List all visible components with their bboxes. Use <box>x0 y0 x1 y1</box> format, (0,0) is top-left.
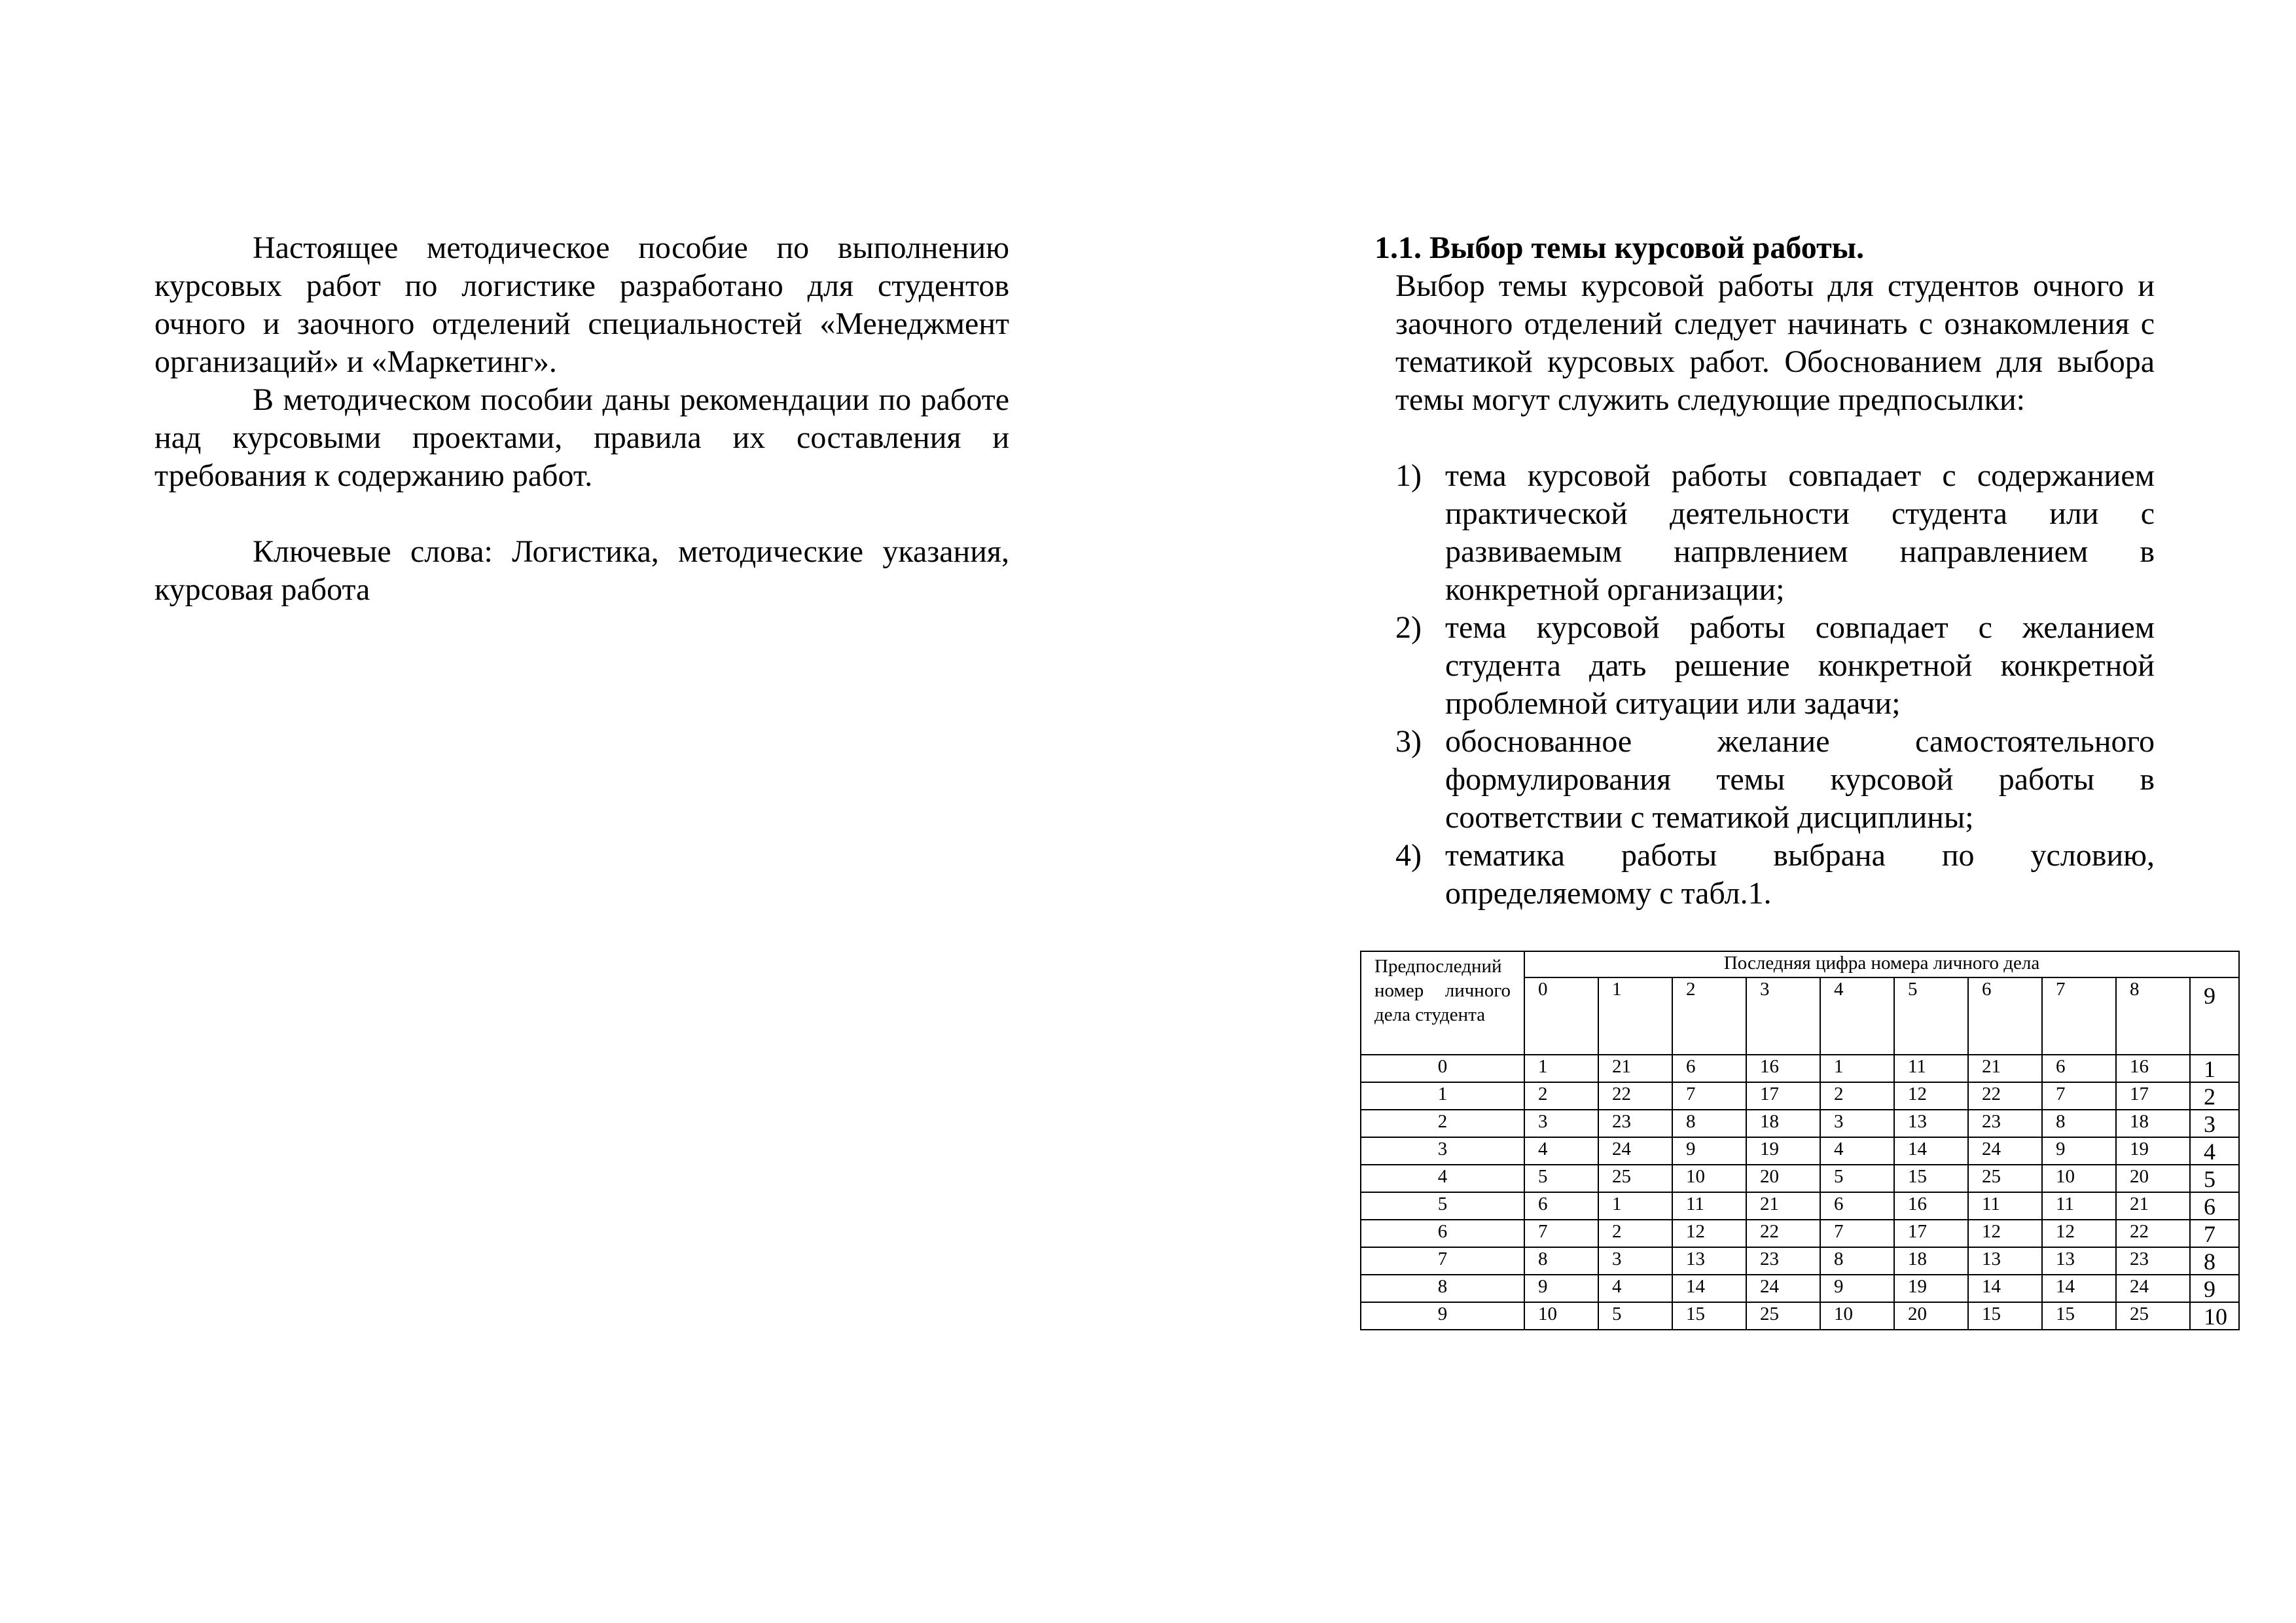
table-row <box>1361 1082 2239 1110</box>
intro-paragraph: Выбор темы курсовой работы для студентов очного и заочного отделений следует начинать с ознакомления с тематикой курсовых работ. Обоснованием для выбора темы могут служить следующие предпосылки: <box>1395 268 2155 417</box>
list-item-text: тематика работы выбрана по условию, определяемому с табл.1. <box>1445 838 2155 911</box>
table-cell: 3 <box>1598 1247 1672 1275</box>
row-label: 0 <box>1361 1055 1524 1082</box>
table-cell: 23 <box>1598 1110 1672 1137</box>
list-item-text: обоснованное желание самостоятельного формулирования темы курсовой работы в соответствии с тематикой дисциплины; <box>1445 724 2155 835</box>
table-cell: 1 <box>2190 1055 2239 1082</box>
table-cell: 10 <box>1672 1165 1746 1192</box>
table-cell: 15 <box>1968 1302 2042 1330</box>
table-cell: 12 <box>1894 1082 1968 1110</box>
table-cell: 5 <box>1524 1165 1598 1192</box>
table-cell: 2 <box>1524 1082 1598 1110</box>
row-label: 8 <box>1361 1275 1524 1302</box>
table-row <box>1361 1165 2239 1192</box>
list-item <box>1395 609 2155 723</box>
table-cell: 12 <box>1672 1220 1746 1247</box>
paragraph-keywords: Ключевые слова: Логистика, методические указания, курсовая работа <box>154 534 1009 607</box>
table-cell: 1 <box>1820 1055 1894 1082</box>
table-cell: 11 <box>1968 1192 2042 1220</box>
table-cell: 18 <box>1746 1110 1820 1137</box>
row-label: 6 <box>1361 1220 1524 1247</box>
table-cell: 13 <box>1968 1247 2042 1275</box>
table-cell: 5 <box>2190 1165 2239 1192</box>
table-cell: 7 <box>1820 1220 1894 1247</box>
table-cell: 13 <box>2042 1247 2116 1275</box>
column-header: 2 <box>1672 977 1746 1055</box>
list-item-number: 4) <box>1395 838 1422 873</box>
column-header: 4 <box>1820 977 1894 1055</box>
table-cell: 8 <box>2042 1110 2116 1137</box>
table-cell: 24 <box>2116 1275 2190 1302</box>
section-heading: 1.1. Выбор темы курсовой работы. <box>1374 230 1865 265</box>
table-cell: 6 <box>1672 1055 1746 1082</box>
table-cell: 6 <box>2042 1055 2116 1082</box>
list-item-number: 2) <box>1395 610 1422 645</box>
table-cell: 19 <box>1894 1275 1968 1302</box>
table-cell: 15 <box>1894 1165 1968 1192</box>
column-header: 3 <box>1746 977 1820 1055</box>
table-cell: 4 <box>1524 1137 1598 1165</box>
table-cell: 9 <box>1524 1275 1598 1302</box>
table-cell: 17 <box>1894 1220 1968 1247</box>
table-cell: 4 <box>1598 1275 1672 1302</box>
table-cell: 15 <box>1672 1302 1746 1330</box>
table-cell: 21 <box>1598 1055 1672 1082</box>
table-cell: 20 <box>1746 1165 1820 1192</box>
table-cell: 14 <box>1968 1275 2042 1302</box>
table-cell: 16 <box>1894 1192 1968 1220</box>
table-cell: 14 <box>1672 1275 1746 1302</box>
table-row <box>1361 1220 2239 1247</box>
list-item-text: тема курсовой работы совпадает с содержанием практической деятельности студента или с развиваемым напрвлением направлением в конкретной организации; <box>1445 458 2155 607</box>
table-cell: 6 <box>2190 1192 2239 1220</box>
table-cell: 7 <box>1524 1220 1598 1247</box>
table-cell: 7 <box>1672 1082 1746 1110</box>
column-header: 8 <box>2116 977 2190 1055</box>
table-cell: 21 <box>1746 1192 1820 1220</box>
table-cell: 17 <box>1746 1082 1820 1110</box>
table-row <box>1361 1275 2239 1302</box>
row-label: 4 <box>1361 1165 1524 1192</box>
table-cell: 4 <box>2190 1137 2239 1165</box>
row-label: 3 <box>1361 1137 1524 1165</box>
table-cell: 12 <box>1968 1220 2042 1247</box>
table-cell: 25 <box>2116 1302 2190 1330</box>
table-cell: 5 <box>1820 1165 1894 1192</box>
table-cell: 5 <box>1598 1302 1672 1330</box>
list-item-number: 3) <box>1395 724 1422 759</box>
conditions-list <box>1395 457 2155 913</box>
table-cell: 3 <box>1524 1110 1598 1137</box>
table-cell: 22 <box>2116 1220 2190 1247</box>
table-cell: 11 <box>1672 1192 1746 1220</box>
table-row <box>1361 1137 2239 1165</box>
topic-selection-table <box>1360 951 2240 1330</box>
row-label: 5 <box>1361 1192 1524 1220</box>
table-cell: 16 <box>1746 1055 1820 1082</box>
table-cell: 18 <box>1894 1247 1968 1275</box>
table-cell: 12 <box>2042 1220 2116 1247</box>
table-cell: 23 <box>2116 1247 2190 1275</box>
table-cell: 13 <box>1672 1247 1746 1275</box>
table-row <box>1361 1110 2239 1137</box>
table-cell: 22 <box>1598 1082 1672 1110</box>
table-cell: 4 <box>1820 1137 1894 1165</box>
table-cell: 17 <box>2116 1082 2190 1110</box>
table-cell: 25 <box>1746 1302 1820 1330</box>
table-cell: 8 <box>1820 1247 1894 1275</box>
table-cell: 10 <box>1524 1302 1598 1330</box>
table-cell: 23 <box>1746 1247 1820 1275</box>
table-cell: 1 <box>1524 1055 1598 1082</box>
list-item <box>1395 457 2155 609</box>
list-item <box>1395 837 2155 913</box>
table-row <box>1361 1055 2239 1082</box>
paragraph-contents: В методическом пособии даны рекомендации по работе над курсовыми проектами, правила их составления и требования к содержанию работ. <box>154 382 1009 493</box>
row-label: 9 <box>1361 1302 1524 1330</box>
table-cell: 22 <box>1746 1220 1820 1247</box>
top-header: Последняя цифра номера личного дела <box>1524 951 2239 977</box>
table-cell: 8 <box>1672 1110 1746 1137</box>
corner-header: Предпоследний номер личного дела студента <box>1361 951 1524 1055</box>
column-header: 0 <box>1524 977 1598 1055</box>
column-header: 7 <box>2042 977 2116 1055</box>
table-cell: 22 <box>1968 1082 2042 1110</box>
table-header-row <box>1361 951 2239 977</box>
column-header: 6 <box>1968 977 2042 1055</box>
column-header: 1 <box>1598 977 1672 1055</box>
table-cell: 2 <box>2190 1082 2239 1110</box>
table-cell: 8 <box>1524 1247 1598 1275</box>
table-cell: 10 <box>1820 1302 1894 1330</box>
table-cell: 11 <box>1894 1055 1968 1082</box>
table-cell: 3 <box>1820 1110 1894 1137</box>
table-cell: 7 <box>2042 1082 2116 1110</box>
table-cell: 25 <box>1598 1165 1672 1192</box>
table-row <box>1361 1192 2239 1220</box>
table-cell: 20 <box>2116 1165 2190 1192</box>
table-cell: 18 <box>2116 1110 2190 1137</box>
table-cell: 3 <box>2190 1110 2239 1137</box>
left-page-text <box>154 229 1009 609</box>
list-item-text: тема курсовой работы совпадает с желанием студента дать решение конкретной конкретной проблемной ситуации или задачи; <box>1445 610 2155 721</box>
table-cell: 2 <box>1598 1220 1672 1247</box>
table-cell: 9 <box>1820 1275 1894 1302</box>
table-cell: 9 <box>1672 1137 1746 1165</box>
column-header: 5 <box>1894 977 1968 1055</box>
table-cell: 9 <box>2190 1275 2239 1302</box>
table-cell: 16 <box>2116 1055 2190 1082</box>
column-header: 9 <box>2190 977 2239 1055</box>
row-label: 1 <box>1361 1082 1524 1110</box>
table-cell: 1 <box>1598 1192 1672 1220</box>
table-cell: 21 <box>1968 1055 2042 1082</box>
table-cell: 11 <box>2042 1192 2116 1220</box>
table-cell: 25 <box>1968 1165 2042 1192</box>
table-row <box>1361 1247 2239 1275</box>
row-label: 7 <box>1361 1247 1524 1275</box>
table-cell: 14 <box>1894 1137 1968 1165</box>
table-cell: 9 <box>2042 1137 2116 1165</box>
table-row <box>1361 1302 2239 1330</box>
table-cell: 14 <box>2042 1275 2116 1302</box>
table-cell: 23 <box>1968 1110 2042 1137</box>
table-cell: 2 <box>1820 1082 1894 1110</box>
table-cell: 19 <box>1746 1137 1820 1165</box>
table-cell: 24 <box>1968 1137 2042 1165</box>
table-cell: 7 <box>2190 1220 2239 1247</box>
table-cell: 13 <box>1894 1110 1968 1137</box>
table-cell: 6 <box>1820 1192 1894 1220</box>
table-cell: 10 <box>2190 1302 2239 1330</box>
table-cell: 24 <box>1598 1137 1672 1165</box>
table-cell: 24 <box>1746 1275 1820 1302</box>
list-item-number: 1) <box>1395 458 1422 493</box>
right-page <box>1148 0 2296 1623</box>
row-label: 2 <box>1361 1110 1524 1137</box>
table-cell: 20 <box>1894 1302 1968 1330</box>
table-cell: 15 <box>2042 1302 2116 1330</box>
table-cell: 10 <box>2042 1165 2116 1192</box>
list-item <box>1395 723 2155 837</box>
table-cell: 8 <box>2190 1247 2239 1275</box>
table-cell: 6 <box>1524 1192 1598 1220</box>
table-cell: 19 <box>2116 1137 2190 1165</box>
paragraph-purpose: Настоящее методическое пособие по выполнению курсовых работ по логистике разработано для студентов очного и заочного отделений специальностей «Менеджмент организаций» и «Маркетинг». <box>154 230 1009 379</box>
table-cell: 21 <box>2116 1192 2190 1220</box>
